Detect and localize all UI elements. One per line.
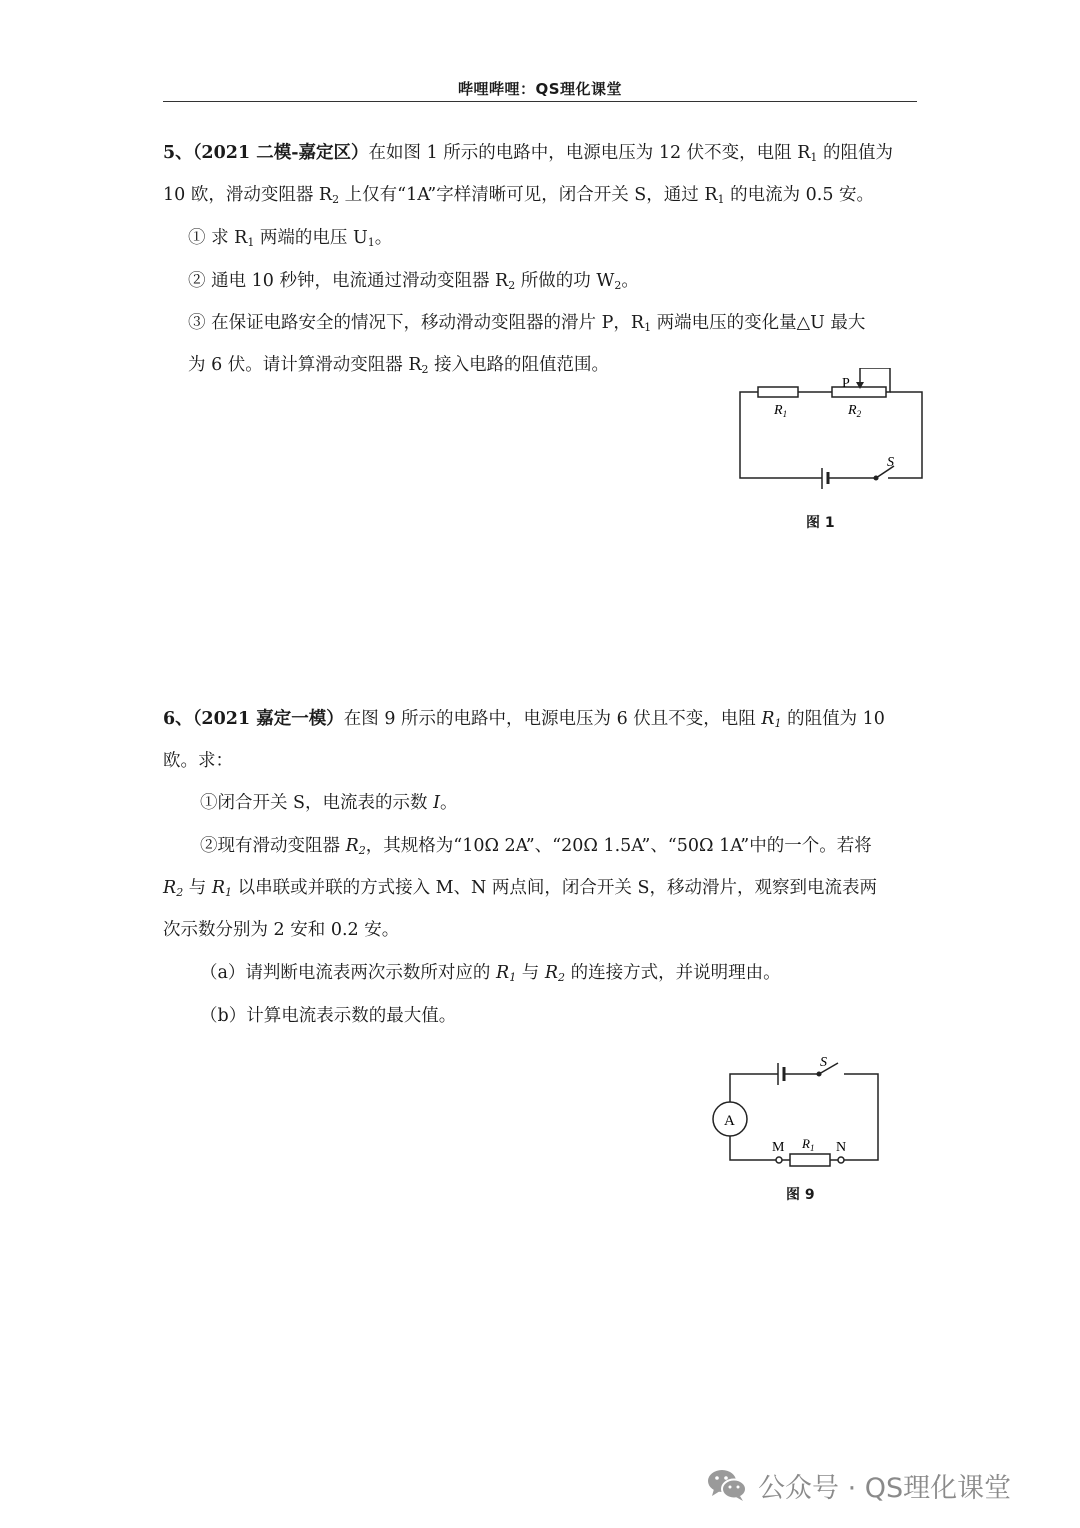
symbol-r: R	[163, 878, 177, 898]
subscript: 2	[332, 193, 340, 206]
q5-text: 两端电压的变化量△U 最大	[651, 313, 866, 333]
header-divider	[163, 101, 917, 102]
q6-text: ①闭合开关 S，电流表的示数	[200, 793, 434, 813]
resistor-r1	[758, 387, 798, 397]
symbol-i: I	[433, 793, 441, 813]
label-r2: $R_2$	[848, 403, 862, 419]
q5-subquestion-1	[188, 226, 392, 250]
subscript: 1	[774, 717, 782, 730]
q5-text: 的阻值为	[817, 143, 893, 163]
figure-1-caption: 图 1	[806, 515, 835, 531]
q5-text: 10 欧，滑动变阻器 R	[163, 185, 333, 205]
terminal-n	[838, 1157, 844, 1163]
terminal-m	[776, 1157, 782, 1163]
q6-subquestion-2	[200, 834, 872, 858]
subscript: 1	[509, 971, 517, 984]
q5-text: 。	[374, 228, 393, 248]
subscript: 1	[717, 193, 725, 206]
subscript: 1	[247, 236, 255, 249]
q5-text: 为 6 伏。请计算滑动变阻器 R	[188, 355, 422, 375]
q5-subquestion-2	[188, 269, 639, 293]
switch-pivot	[874, 476, 878, 480]
symbol-r: R	[496, 963, 510, 983]
subscript: 1	[225, 886, 233, 899]
q6-part-b: （b）计算电流表示数的最大值。	[200, 1006, 457, 1026]
circuit-figure-1	[730, 368, 930, 498]
resistor-r1	[790, 1154, 830, 1166]
subscript: 1	[810, 151, 818, 164]
wire	[730, 1136, 776, 1160]
q5-text: 两端的电压 U	[254, 228, 368, 248]
q5-subquestion-3	[188, 311, 865, 335]
q6-source: （2021 嘉定一模）	[192, 709, 344, 729]
subscript: 2	[614, 279, 622, 292]
q6-text: 。	[440, 793, 458, 813]
q6-text: 的连接方式，并说明理由。	[565, 963, 781, 983]
symbol-r: R	[761, 709, 775, 729]
q5-text: 的电流为 0.5 安。	[724, 185, 875, 205]
label-r1: $R_1$	[774, 403, 788, 419]
wire	[844, 1074, 878, 1160]
q5-subquestion-3-cont	[188, 353, 609, 377]
q5-text: 接入电路的阻值范围。	[428, 355, 610, 375]
watermark	[706, 1463, 1011, 1507]
label-r1: $R_1$	[802, 1136, 815, 1153]
subscript: 2	[358, 844, 366, 857]
q6-part-a	[200, 961, 781, 985]
q5-text: 所做的功 W	[515, 271, 615, 291]
label-s: S	[820, 1055, 827, 1070]
label-n: N	[836, 1140, 847, 1155]
q5-text: ① 求 R	[188, 228, 248, 248]
label-p: P	[842, 376, 850, 391]
q5-text: ② 通电 10 秒钟，电流通过滑动变阻器 R	[188, 271, 509, 291]
ammeter-label: A	[724, 1113, 735, 1129]
q6-text: 与	[183, 878, 212, 898]
q6-text: 以串联或并联的方式接入 M、N 两点间，闭合开关 S，移动滑片，观察到电流表两	[232, 878, 877, 898]
label-s: S	[887, 455, 894, 470]
wechat-icon	[706, 1467, 748, 1503]
q6-subquestion-2-cont2: 次示数分别为 2 安和 0.2 安。	[163, 920, 400, 940]
subscript: 2	[558, 971, 566, 984]
subscript: 2	[421, 363, 429, 376]
symbol-r: R	[345, 836, 359, 856]
watermark-text: 公众号 · QS理化课堂	[758, 1472, 1012, 1504]
resistor-r2	[832, 387, 886, 397]
page-header: 哔哩哔哩：QS理化课堂	[457, 80, 623, 98]
circuit-figure-9	[706, 1050, 896, 1170]
symbol-r: R	[544, 963, 559, 983]
subscript: 1	[644, 321, 652, 334]
symbol-r: R	[211, 878, 226, 898]
q6-subquestion-2-cont	[163, 876, 877, 900]
subscript: 2	[176, 886, 184, 899]
q5-text: 上仅有“1A”字样清晰可见，闭合开关 S，通过 R	[339, 185, 718, 205]
q6-text: （a）请判断电流表两次示数所对应的	[200, 963, 496, 983]
q6-subquestion-1	[200, 791, 458, 815]
q6-number: 6、	[163, 709, 193, 729]
q5-source: （2021 二模-嘉定区）	[192, 143, 369, 163]
q6-text: 的阻值为 10	[781, 709, 885, 729]
figure-9-caption: 图 9	[786, 1187, 815, 1203]
q5-line-1	[163, 141, 893, 165]
q6-text: 与	[516, 963, 545, 983]
q5-number: 5、	[163, 143, 193, 163]
q6-line-2: 欧。求：	[163, 751, 233, 771]
q6-line-1	[163, 707, 885, 731]
q5-text: 。	[621, 271, 639, 291]
q5-text: 在如图 1 所示的电路中，电源电压为 12 伏不变，电阻 R	[368, 143, 811, 163]
wire	[730, 1074, 778, 1102]
subscript: 2	[508, 279, 516, 292]
switch-pivot	[817, 1072, 821, 1076]
q6-text: 在图 9 所示的电路中，电源电压为 6 伏且不变，电阻	[343, 709, 762, 729]
q5-text: ③ 在保证电路安全的情况下，移动滑动变阻器的滑片 P，R	[188, 313, 645, 333]
subscript: 1	[367, 236, 375, 249]
q6-text: ，其规格为“10Ω 2A”、“20Ω 1.5A”、“50Ω 1A”中的一个。若将	[365, 836, 872, 856]
label-m: M	[772, 1140, 785, 1155]
q6-text: ②现有滑动变阻器	[200, 836, 346, 856]
q5-line-2	[163, 183, 874, 207]
